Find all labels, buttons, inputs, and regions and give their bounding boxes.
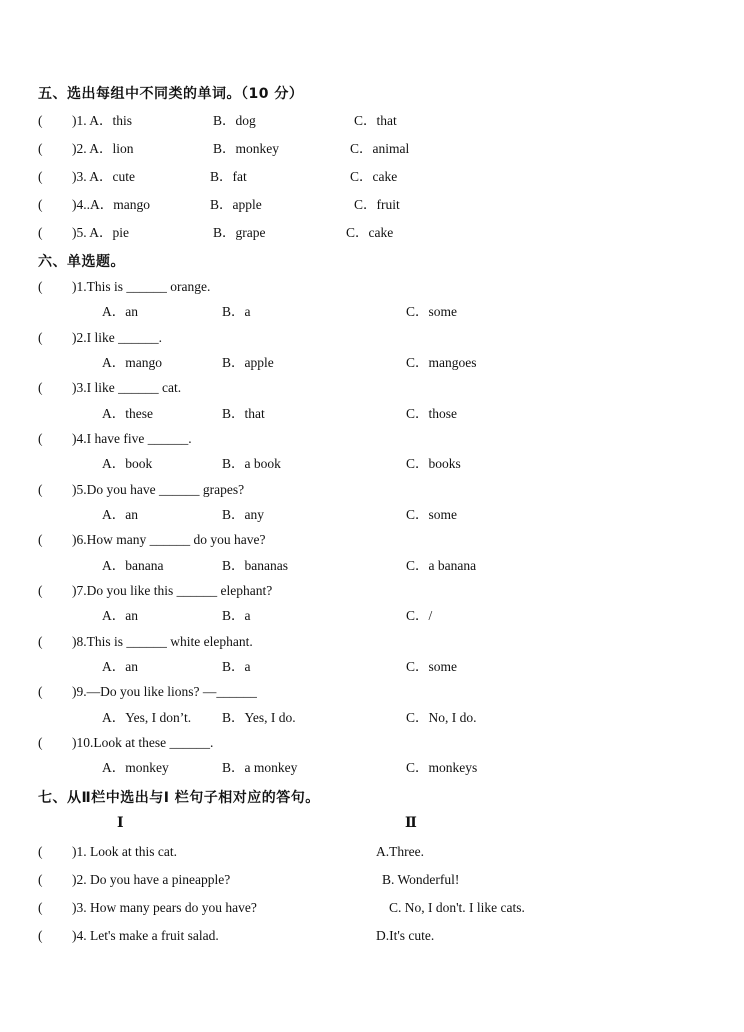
s5-item-5-b: B．grape xyxy=(213,225,266,240)
s7-item-4-question: )4. Let's make a fruit salad. xyxy=(72,928,219,943)
s6-q1-text: )1.This is ______ orange. xyxy=(72,279,211,294)
s7-item-2-answer: B. Wonderful! xyxy=(382,872,460,887)
s6-q9-opt-c: C．No, I do. xyxy=(406,710,477,725)
s6-q9-opt-a: A．Yes, I don’t. xyxy=(102,710,192,725)
answer-paren[interactable]: ( xyxy=(38,380,43,395)
s6-q8-text: )8.This is ______ white elephant. xyxy=(72,634,253,649)
s6-q5-opt-c: C．some xyxy=(406,507,458,522)
s6-q1-opt-a: A．an xyxy=(102,304,138,319)
s6-q9-text: )9.—Do you like lions? —______ xyxy=(72,684,257,699)
s6-q10-opt-c: C．monkeys xyxy=(406,760,478,775)
s6-q6-opt-b: B．bananas xyxy=(222,558,288,573)
s6-q5-opt-b: B．any xyxy=(222,507,264,522)
s6-q10-opt-b: B．a monkey xyxy=(222,760,298,775)
s7-item-3-question: )3. How many pears do you have? xyxy=(72,900,257,915)
s6-q3-opt-a: A．these xyxy=(102,406,153,421)
s6-q3-text: )3.I like ______ cat. xyxy=(72,380,182,395)
s5-item-4-b: B．apple xyxy=(210,197,262,212)
s6-q2-opt-b: B．apple xyxy=(222,355,274,370)
s6-q6-opt-c: C．a banana xyxy=(406,558,477,573)
answer-paren[interactable]: ( xyxy=(38,735,43,750)
answer-paren[interactable]: ( xyxy=(38,532,43,547)
answer-paren[interactable]: ( xyxy=(38,684,43,699)
s6-q7-opt-c: C．/ xyxy=(406,608,433,623)
s5-item-1-c: C．that xyxy=(354,113,397,128)
s6-q10-text: )10.Look at these ______. xyxy=(72,735,214,750)
s6-q3-opt-c: C．those xyxy=(406,406,458,421)
answer-paren[interactable]: ( xyxy=(38,482,43,497)
answer-paren[interactable]: ( xyxy=(38,928,43,943)
s5-item-2-b: B．monkey xyxy=(213,141,279,156)
s5-item-1-a: )1. A．this xyxy=(72,113,133,128)
s6-q7-opt-b: B．a xyxy=(222,608,251,623)
answer-paren[interactable]: ( xyxy=(38,330,43,345)
s6-q8-opt-c: C．some xyxy=(406,659,458,674)
answer-paren[interactable]: ( xyxy=(38,169,43,184)
answer-paren[interactable]: ( xyxy=(38,197,43,212)
s6-q4-text: )4.I have five ______. xyxy=(72,431,192,446)
section5-title: 五、选出每组中不同类的单词。（10 分） xyxy=(38,86,304,102)
s6-q3-opt-b: B．that xyxy=(222,406,265,421)
s5-item-2-c: C．animal xyxy=(350,141,410,156)
answer-paren[interactable]: ( xyxy=(38,583,43,598)
s6-q4-opt-a: A．book xyxy=(102,456,153,471)
s5-item-4-c: C．fruit xyxy=(354,197,400,212)
s7-item-4-answer: D.It's cute. xyxy=(376,928,435,943)
column-ii-header: Ⅱ xyxy=(405,816,417,831)
section6-title: 六、单选题。 xyxy=(38,254,125,270)
s6-q1-opt-c: C．some xyxy=(406,304,458,319)
s5-item-4-a: )4..A．mango xyxy=(72,197,150,212)
s6-q8-opt-b: B．a xyxy=(222,659,251,674)
s6-q1-opt-b: B．a xyxy=(222,304,251,319)
s6-q9-opt-b: B．Yes, I do. xyxy=(222,710,296,725)
answer-paren[interactable]: ( xyxy=(38,141,43,156)
answer-paren[interactable]: ( xyxy=(38,279,43,294)
s6-q6-text: )6.How many ______ do you have? xyxy=(72,532,266,547)
s6-q7-opt-a: A．an xyxy=(102,608,138,623)
s6-q2-opt-a: A．mango xyxy=(102,355,162,370)
s5-item-3-b: B．fat xyxy=(210,169,247,184)
s5-item-2-a: )2. A．lion xyxy=(72,141,134,156)
s5-item-5-a: )5. A．pie xyxy=(72,225,129,240)
s7-item-1-answer: A.Three. xyxy=(376,844,424,859)
answer-paren[interactable]: ( xyxy=(38,900,43,915)
s6-q4-opt-c: C．books xyxy=(406,456,461,471)
s6-q5-text: )5.Do you have ______ grapes? xyxy=(72,482,245,497)
s6-q7-text: )7.Do you like this ______ elephant? xyxy=(72,583,273,598)
s5-item-5-c: C．cake xyxy=(346,225,394,240)
answer-paren[interactable]: ( xyxy=(38,431,43,446)
answer-paren[interactable]: ( xyxy=(38,113,43,128)
s6-q2-opt-c: C．mangoes xyxy=(406,355,477,370)
s6-q2-text: )2.I like ______. xyxy=(72,330,162,345)
s5-item-3-a: )3. A．cute xyxy=(72,169,135,184)
s5-item-1-b: B．dog xyxy=(213,113,256,128)
s6-q6-opt-a: A．banana xyxy=(102,558,164,573)
answer-paren[interactable]: ( xyxy=(38,634,43,649)
answer-paren[interactable]: ( xyxy=(38,872,43,887)
section7-title: 七、从Ⅱ栏中选出与Ⅰ 栏句子相对应的答句。 xyxy=(38,790,320,806)
s7-item-2-question: )2. Do you have a pineapple? xyxy=(72,872,231,887)
column-i-header: Ⅰ xyxy=(117,816,124,831)
s6-q10-opt-a: A．monkey xyxy=(102,760,169,775)
s6-q8-opt-a: A．an xyxy=(102,659,138,674)
s7-item-1-question: )1. Look at this cat. xyxy=(72,844,177,859)
s6-q4-opt-b: B．a book xyxy=(222,456,281,471)
s5-item-3-c: C．cake xyxy=(350,169,398,184)
s6-q5-opt-a: A．an xyxy=(102,507,138,522)
answer-paren[interactable]: ( xyxy=(38,225,43,240)
s7-item-3-answer: C. No, I don't. I like cats. xyxy=(389,900,525,915)
answer-paren[interactable]: ( xyxy=(38,844,43,859)
